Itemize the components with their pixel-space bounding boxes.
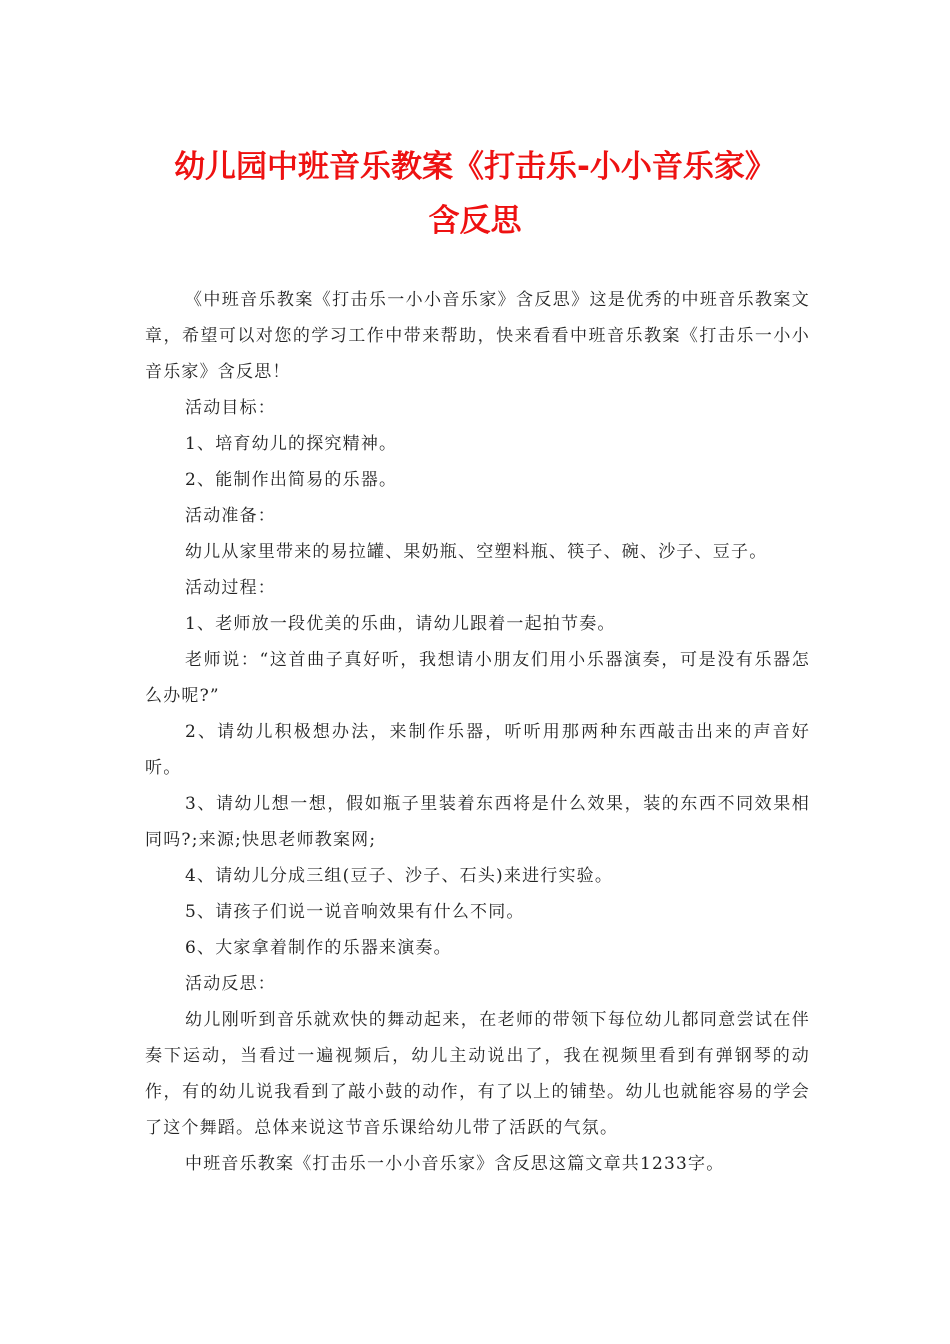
heading-preparation: 活动准备： [185,506,276,526]
list-item: 1、培育幼儿的探究精神。 [185,434,398,454]
paragraph-footer: 中班音乐教案《打击乐一小小音乐家》含反思这篇文章共1233字。 [185,1154,725,1174]
list-item: 4、请幼儿分成三组(豆子、沙子、石头)来进行实验。 [185,866,614,886]
document-title [100,140,850,248]
list-item: 2、请幼儿积极想办法，来制作乐器，听听用那两种东西敲击出来的声音好听。 [145,722,810,778]
title-line-2: 含反思 [428,203,522,239]
list-item: 5、请孩子们说一说音响效果有什么不同。 [185,902,525,922]
paragraph-materials: 幼儿从家里带来的易拉罐、果奶瓶、空塑料瓶、筷子、碗、沙子、豆子。 [185,542,768,562]
list-item: 6、大家拿着制作的乐器来演奏。 [185,938,452,958]
list-item: 2、能制作出简易的乐器。 [185,470,398,490]
heading-objectives: 活动目标： [185,398,276,418]
document-body [145,282,810,1182]
paragraph-teacher-quote: 老师说：“这首曲子真好听，我想请小朋友们用小乐器演奏，可是没有乐器怎么办呢?” [145,650,810,706]
paragraph-reflection: 幼儿刚听到音乐就欢快的舞动起来，在老师的带领下每位幼儿都同意尝试在伴奏下运动，当看过一遍视频后，幼儿主动说出了，我在视频里看到有弹钢琴的动作，有的幼儿说我看到了敲小鼓的动作，有了以上的铺垫。幼儿也就能容易的学会了这个舞蹈。总体来说这节音乐课给幼儿带了活跃的气氛。 [145,1010,810,1138]
heading-reflection: 活动反思： [185,974,276,994]
paragraph-intro: 《中班音乐教案《打击乐一小小音乐家》含反思》这是优秀的中班音乐教案文章，希望可以对您的学习工作中带来帮助，快来看看中班音乐教案《打击乐一小小音乐家》含反思！ [145,290,810,382]
list-item: 3、请幼儿想一想，假如瓶子里装着东西将是什么效果，装的东西不同效果相同吗?;来源;快思老师教案网; [145,794,810,850]
list-item: 1、老师放一段优美的乐曲，请幼儿跟着一起拍节奏。 [185,614,616,634]
title-line-1: 幼儿园中班音乐教案《打击乐-小小音乐家》 [174,149,776,185]
heading-process: 活动过程： [185,578,276,598]
